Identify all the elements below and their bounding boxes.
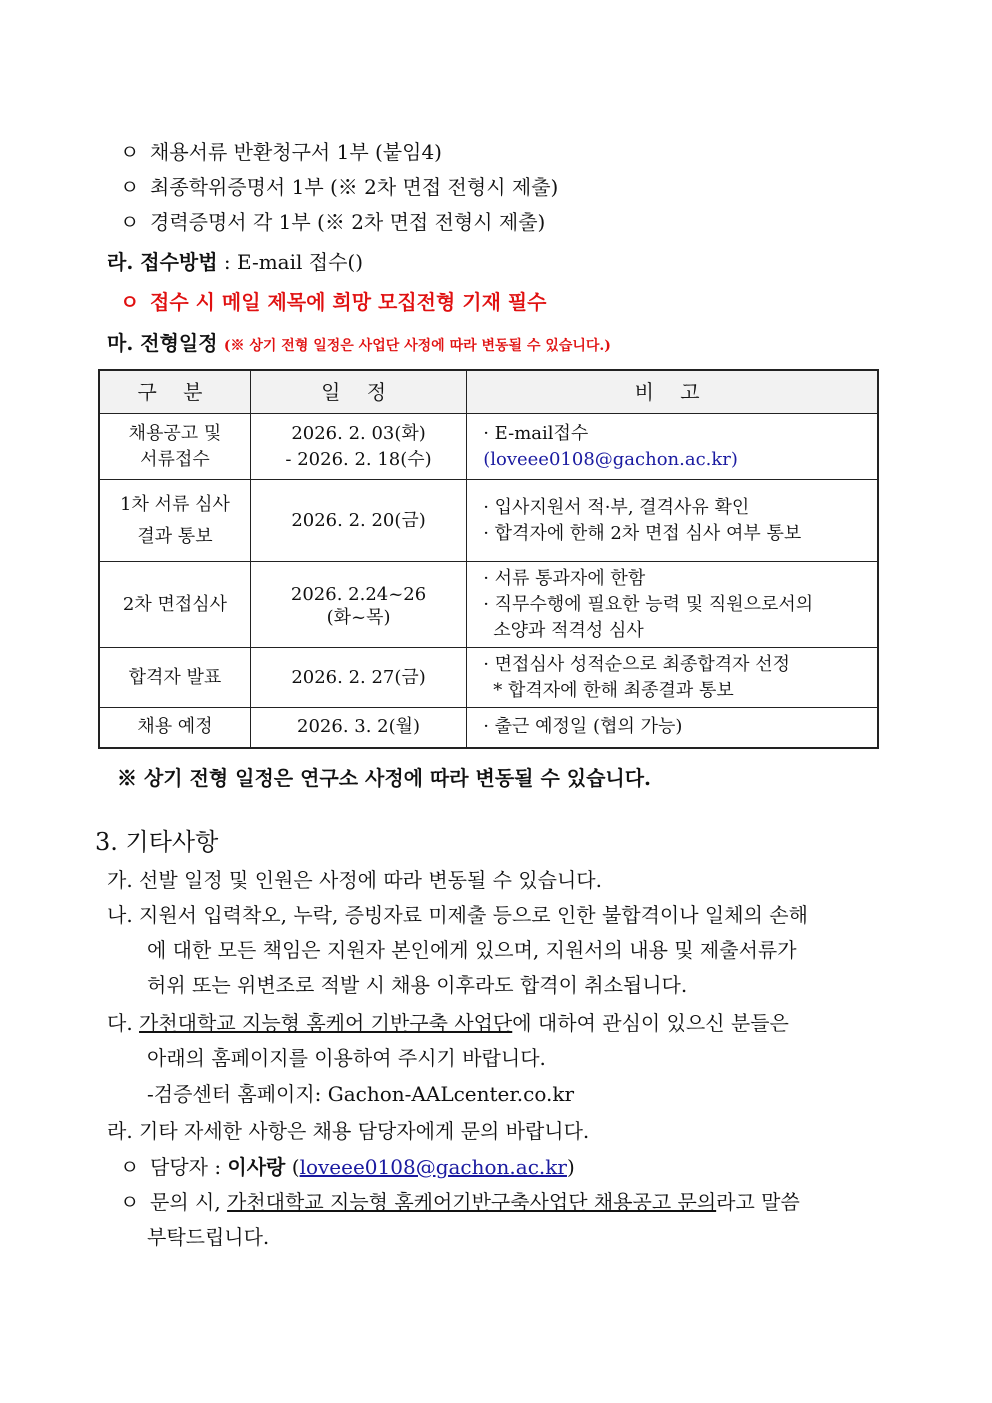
project-name: 가천대학교 지능형 홈케어 기반구축 사업단 — [139, 1011, 513, 1035]
row-date: 2026. 2. 27(금) — [250, 648, 466, 708]
item-da-line2: 아래의 홈페이지를 이용하여 주시기 바랍니다. — [147, 1046, 546, 1070]
inquiry-line2: 부탁드립니다. — [147, 1225, 270, 1249]
inquiry-line1: ㅇ 문의 시, 가천대학교 지능형 홈케어기반구축사업단 채용공고 문의라고 말씀 — [120, 1190, 800, 1214]
row-notes: · 출근 예정일 (협의 가능) — [467, 708, 878, 748]
row-date: 2026. 2. 20(금) — [250, 480, 466, 562]
row-date: 2026. 2.24~26 (화~목) — [250, 562, 466, 648]
method-value: : E-mail 접수() — [223, 250, 363, 274]
schedule-label: 마. 전형일정 — [107, 331, 218, 355]
row-notes: · 서류 통과자에 한함 · 직무수행에 필요한 능력 및 직원으로서의 소양과 적격성 심사 — [467, 562, 878, 648]
header-category: 구 분 — [99, 370, 250, 414]
contact-line: ㅇ 담당자 : 이사랑 (loveee0108@gachon.ac.kr) — [120, 1155, 575, 1179]
contact-email-link[interactable]: loveee0108@gachon.ac.kr — [299, 1155, 567, 1179]
doc-item-1: ㅇ 채용서류 반환청구서 1부 (붙임4) — [120, 140, 442, 164]
table-footnote: ※ 상기 전형 일정은 연구소 사정에 따라 변동될 수 있습니다. — [117, 766, 651, 790]
table-row — [99, 708, 878, 748]
table-row — [99, 480, 878, 562]
table-row — [99, 562, 878, 648]
row-date: 2026. 2. 03(화) - 2026. 2. 18(수) — [250, 414, 466, 480]
schedule-note: (※ 상기 전형 일정은 사업단 사정에 따라 변동될 수 있습니다.) — [223, 338, 611, 354]
item-na-line1: 나. 지원서 입력착오, 누락, 증빙자료 미제출 등으로 인한 불합격이나 일체의 손해 — [107, 903, 808, 927]
item-na-line3: 허위 또는 위변조로 적발 시 채용 이후라도 합격이 취소됩니다. — [147, 973, 688, 997]
doc-item-3: ㅇ 경력증명서 각 1부 (※ 2차 면접 전형시 제출) — [120, 210, 546, 234]
section-title: 3. 기타사항 — [95, 828, 219, 856]
row-category: 합격자 발표 — [99, 648, 250, 708]
bullet: ㅇ — [120, 1190, 140, 1214]
doc-item-2: ㅇ 최종학위증명서 1부 (※ 2차 면접 전형시 제출) — [120, 175, 559, 199]
method-note: ㅇ 접수 시 메일 제목에 희망 모집전형 기재 필수 — [120, 290, 547, 314]
row-category: 채용 예정 — [99, 708, 250, 748]
item-da-line1: 다. 가천대학교 지능형 홈케어 기반구축 사업단에 대하여 관심이 있으신 분들은 — [107, 1011, 789, 1035]
item-na-line2: 에 대한 모든 책임은 지원자 본인에게 있으며, 지원서의 내용 및 제출서류가 — [147, 938, 797, 962]
table-row — [99, 648, 878, 708]
table-header-row — [99, 370, 878, 414]
row-category: 1차 서류 심사 결과 통보 — [99, 480, 250, 562]
schedule-table — [98, 369, 879, 749]
row-category: 채용공고 및 서류접수 — [99, 414, 250, 480]
item-ra: 라. 기타 자세한 사항은 채용 담당자에게 문의 바랍니다. — [107, 1119, 590, 1143]
inquiry-subject: 가천대학교 지능형 홈케어기반구축사업단 채용공고 문의 — [227, 1190, 717, 1214]
row-category: 2차 면접심사 — [99, 562, 250, 648]
row-date: 2026. 3. 2(월) — [250, 708, 466, 748]
header-notes: 비 고 — [467, 370, 878, 414]
bullet: ㅇ — [120, 290, 140, 314]
bullet: ㅇ — [120, 1155, 140, 1179]
row-notes: · 입사지원서 적·부, 결격사유 확인 · 합격자에 한해 2차 면접 심사 여부 통보 — [467, 480, 878, 562]
bullet: ㅇ — [120, 140, 140, 164]
homepage-line: -검증센터 홈페이지: Gachon-AALcenter.co.kr — [147, 1082, 575, 1106]
row-notes: · E-mail접수 (loveee0108@gachon.ac.kr) — [467, 414, 878, 480]
item-ga: 가. 선발 일정 및 인원은 사정에 따라 변동될 수 있습니다. — [107, 868, 602, 892]
header-date: 일 정 — [250, 370, 466, 414]
method-label: 라. 접수방법 — [107, 250, 218, 274]
bullet: ㅇ — [120, 210, 140, 234]
table-row — [99, 414, 878, 480]
method-line — [107, 248, 363, 276]
email-link[interactable]: (loveee0108@gachon.ac.kr) — [483, 448, 738, 470]
bullet: ㅇ — [120, 175, 140, 199]
contact-name: 이사랑 — [227, 1155, 286, 1179]
row-notes: · 면접심사 성적순으로 최종합격자 선정 * 합격자에 한해 최종결과 통보 — [467, 648, 878, 708]
schedule-heading — [107, 329, 611, 360]
